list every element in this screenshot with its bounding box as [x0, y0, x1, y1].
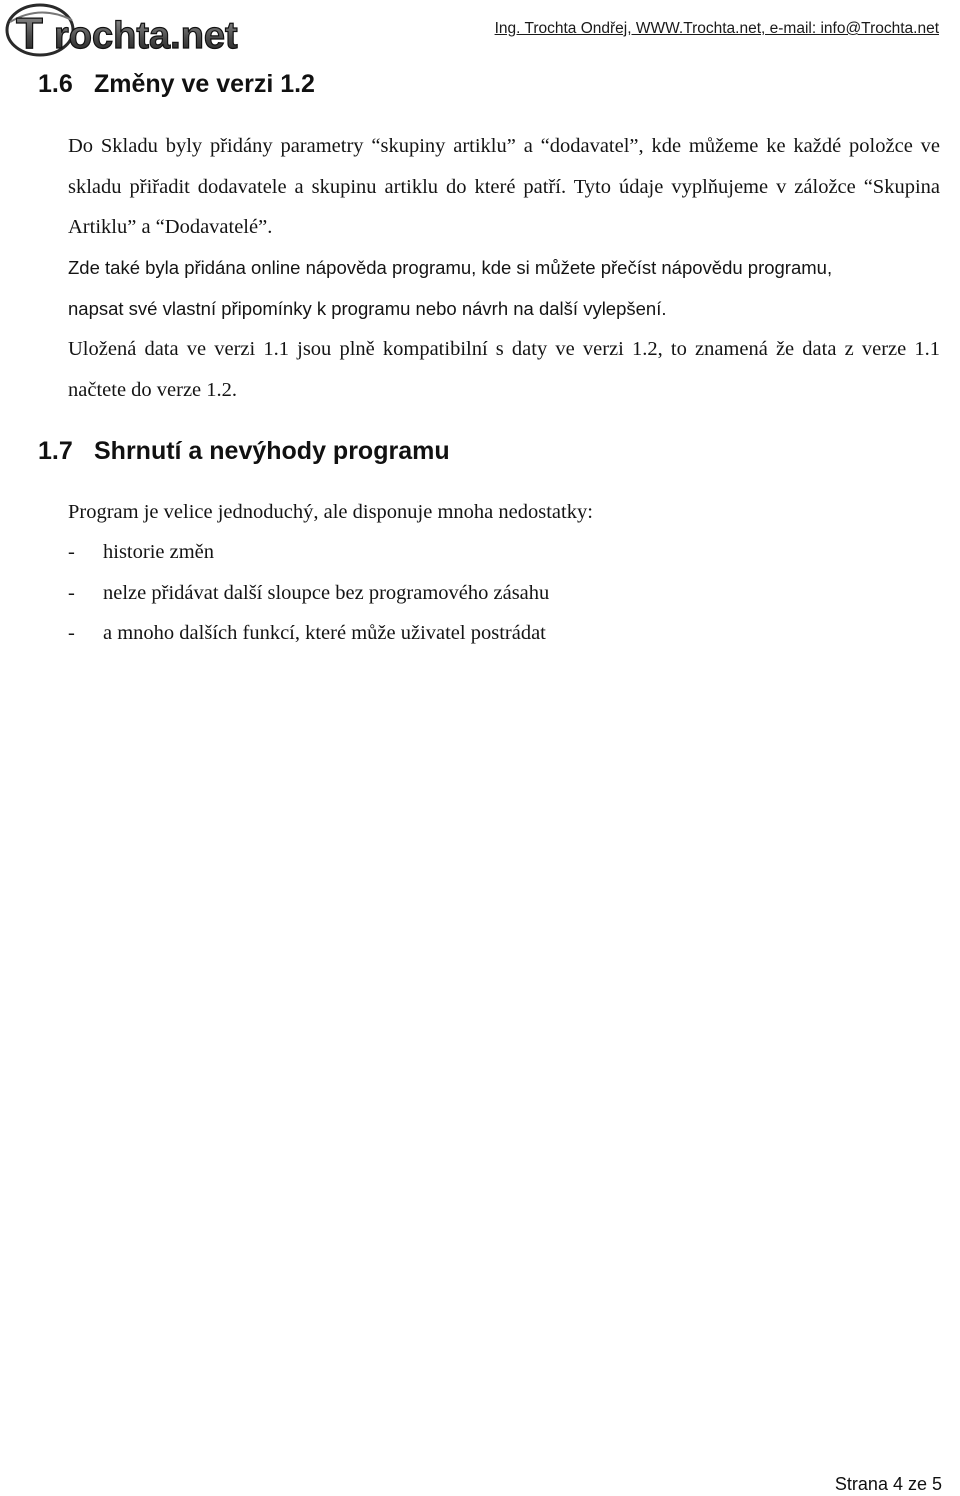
paragraph-line: Zde také byla přidána online nápověda programu, kde si můžete přečíst nápovědu programu,	[68, 257, 833, 278]
section-number: 1.6	[38, 70, 73, 98]
list-item	[68, 532, 549, 573]
svg-text:rochta.net: rochta.net	[54, 15, 238, 57]
trochta-logo	[4, 2, 294, 58]
list-bullet: -	[68, 622, 75, 644]
section-heading-1-6	[38, 70, 315, 99]
header-contact-info[interactable]: Ing. Trochta Ondřej, WWW.Trochta.net, e-mail: info@Trochta.net	[494, 20, 939, 37]
section-title: Změny ve verzi 1.2	[94, 70, 315, 98]
list-item-text: historie změn	[103, 541, 215, 563]
list-item-text: a mnoho dalších funkcí, které může uživatel postrádat	[103, 622, 546, 644]
page-header	[0, 0, 960, 60]
paragraph-kompatibilita: Uložená data ve verzi 1.1 jsou plně kompatibilní s daty ve verzi 1.2, to znamená že data z verze 1.1 načtete do verze 1.2.	[68, 338, 940, 401]
drawbacks-list	[68, 532, 549, 654]
page-number-footer: Strana 4 ze 5	[834, 1474, 942, 1494]
section-number: 1.7	[38, 437, 73, 465]
list-bullet: -	[68, 581, 75, 604]
paragraph-intro-nedostatky: Program je velice jednoduchý, ale disponuje mnoha nedostatky:	[68, 501, 593, 523]
list-item-text: nelze přidávat další sloupce bez programového zásahu	[103, 581, 550, 604]
list-item	[68, 613, 549, 654]
section-heading-1-7	[38, 437, 450, 466]
svg-text:T: T	[16, 9, 43, 58]
section-title: Shrnutí a nevýhody programu	[94, 437, 450, 465]
paragraph-line: napsat své vlastní připomínky k programu nebo návrh na další vylepšení.	[68, 297, 667, 319]
paragraph-online-napoveda	[68, 248, 940, 329]
list-item	[68, 573, 549, 614]
list-bullet: -	[68, 541, 75, 563]
paragraph-skupiny-dodavatel: Do Skladu byly přidány parametry “skupiny artiklu” a “dodavatel”, kde můžeme ke každé položce ve skladu přiřadit dodavatele a skupinu artiklu do které patří. Tyto údaje vyplňujeme v záložce “Skupina Artiklu” a “Dodavatelé”.	[68, 135, 940, 238]
